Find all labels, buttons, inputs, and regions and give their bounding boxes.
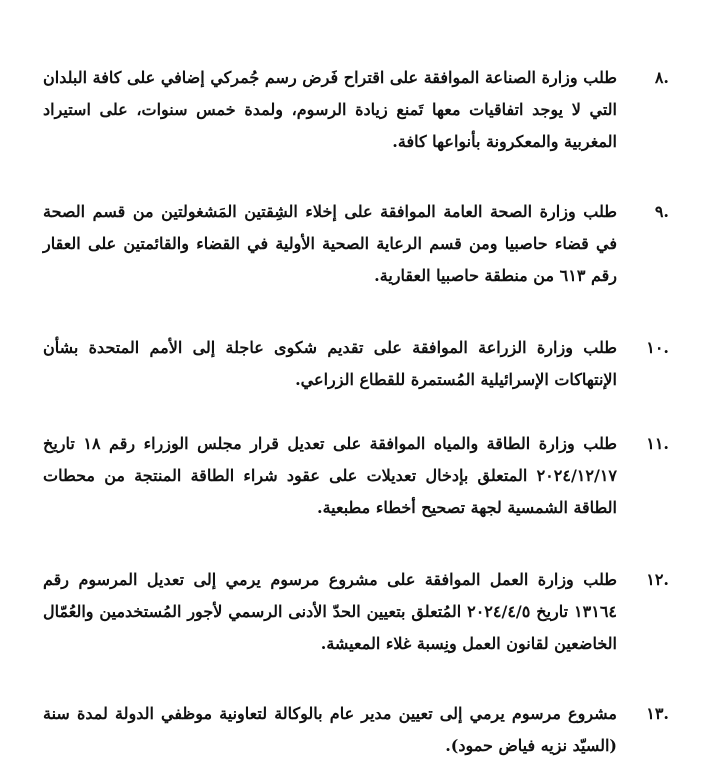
agenda-item-13 (43, 698, 669, 762)
agenda-item-12 (43, 564, 669, 660)
item-number: ١٢. (646, 570, 669, 589)
item-text: طلب وزارة الزراعة الموافقة على تقديم شكوى عاجلة إلى الأمم المتحدة بشأن الإنتهاكات الإسرائيلية المُستمرة للقطاع الزراعي. (43, 338, 617, 389)
agenda-item-10 (43, 332, 669, 396)
item-text: مشروع مرسوم يرمي إلى تعيين مدير عام بالوكالة لتعاونية موظفي الدولة لمدة سنة (السيّد نزيه فياض حمود). (43, 704, 617, 755)
item-number: ١٣. (646, 704, 669, 723)
agenda-item-9 (43, 196, 669, 292)
item-text: طلب وزارة الصناعة الموافقة على اقتراح فَرض رسم جُمركي إضافي على كافة البلدان التي لا يوجد اتفاقيات معها تَمنع زيادة الرسوم، ولمدة خمس سنوات، على استيراد المغربية والمعكرونة بأنواعها كافة. (43, 68, 617, 151)
item-number: ٩. (654, 202, 669, 221)
agenda-item-8 (43, 62, 669, 158)
item-number: ١٠. (646, 338, 669, 357)
agenda-item-11 (43, 428, 669, 524)
item-number: ٨. (654, 68, 669, 87)
item-text: طلب وزارة الصحة العامة الموافقة على إخلاء الشِقتين المَشغولتين من قسم الصحة في قضاء حاصبيا ومن قسم الرعاية الصحية الأولية في القضاء والقائمتين على العقار رقم ٦١٣ من منطقة حاصبيا العقارية. (43, 202, 617, 285)
item-number: ١١. (646, 434, 669, 453)
item-text: طلب وزارة الطاقة والمياه الموافقة على تعديل قرار مجلس الوزراء رقم ١٨ تاريخ ٢٠٢٤/١٢/١٧ المتعلق بإدخال تعديلات على عقود شراء الطاقة المنتجة من محطات الطاقة الشمسية لجهة تصحيح أخطاء مطبعية. (43, 434, 617, 517)
item-text: طلب وزارة العمل الموافقة على مشروع مرسوم يرمي إلى تعديل المرسوم رقم ١٣١٦٤ تاريخ ٢٠٢٤/٤/٥ المُتعلق بتعيين الحدّ الأدنى الرسمي لأجور المُستخدمين والعُمّال الخاضعين لقانون العمل ونِسبة غلاء المعيشة. (43, 570, 617, 653)
